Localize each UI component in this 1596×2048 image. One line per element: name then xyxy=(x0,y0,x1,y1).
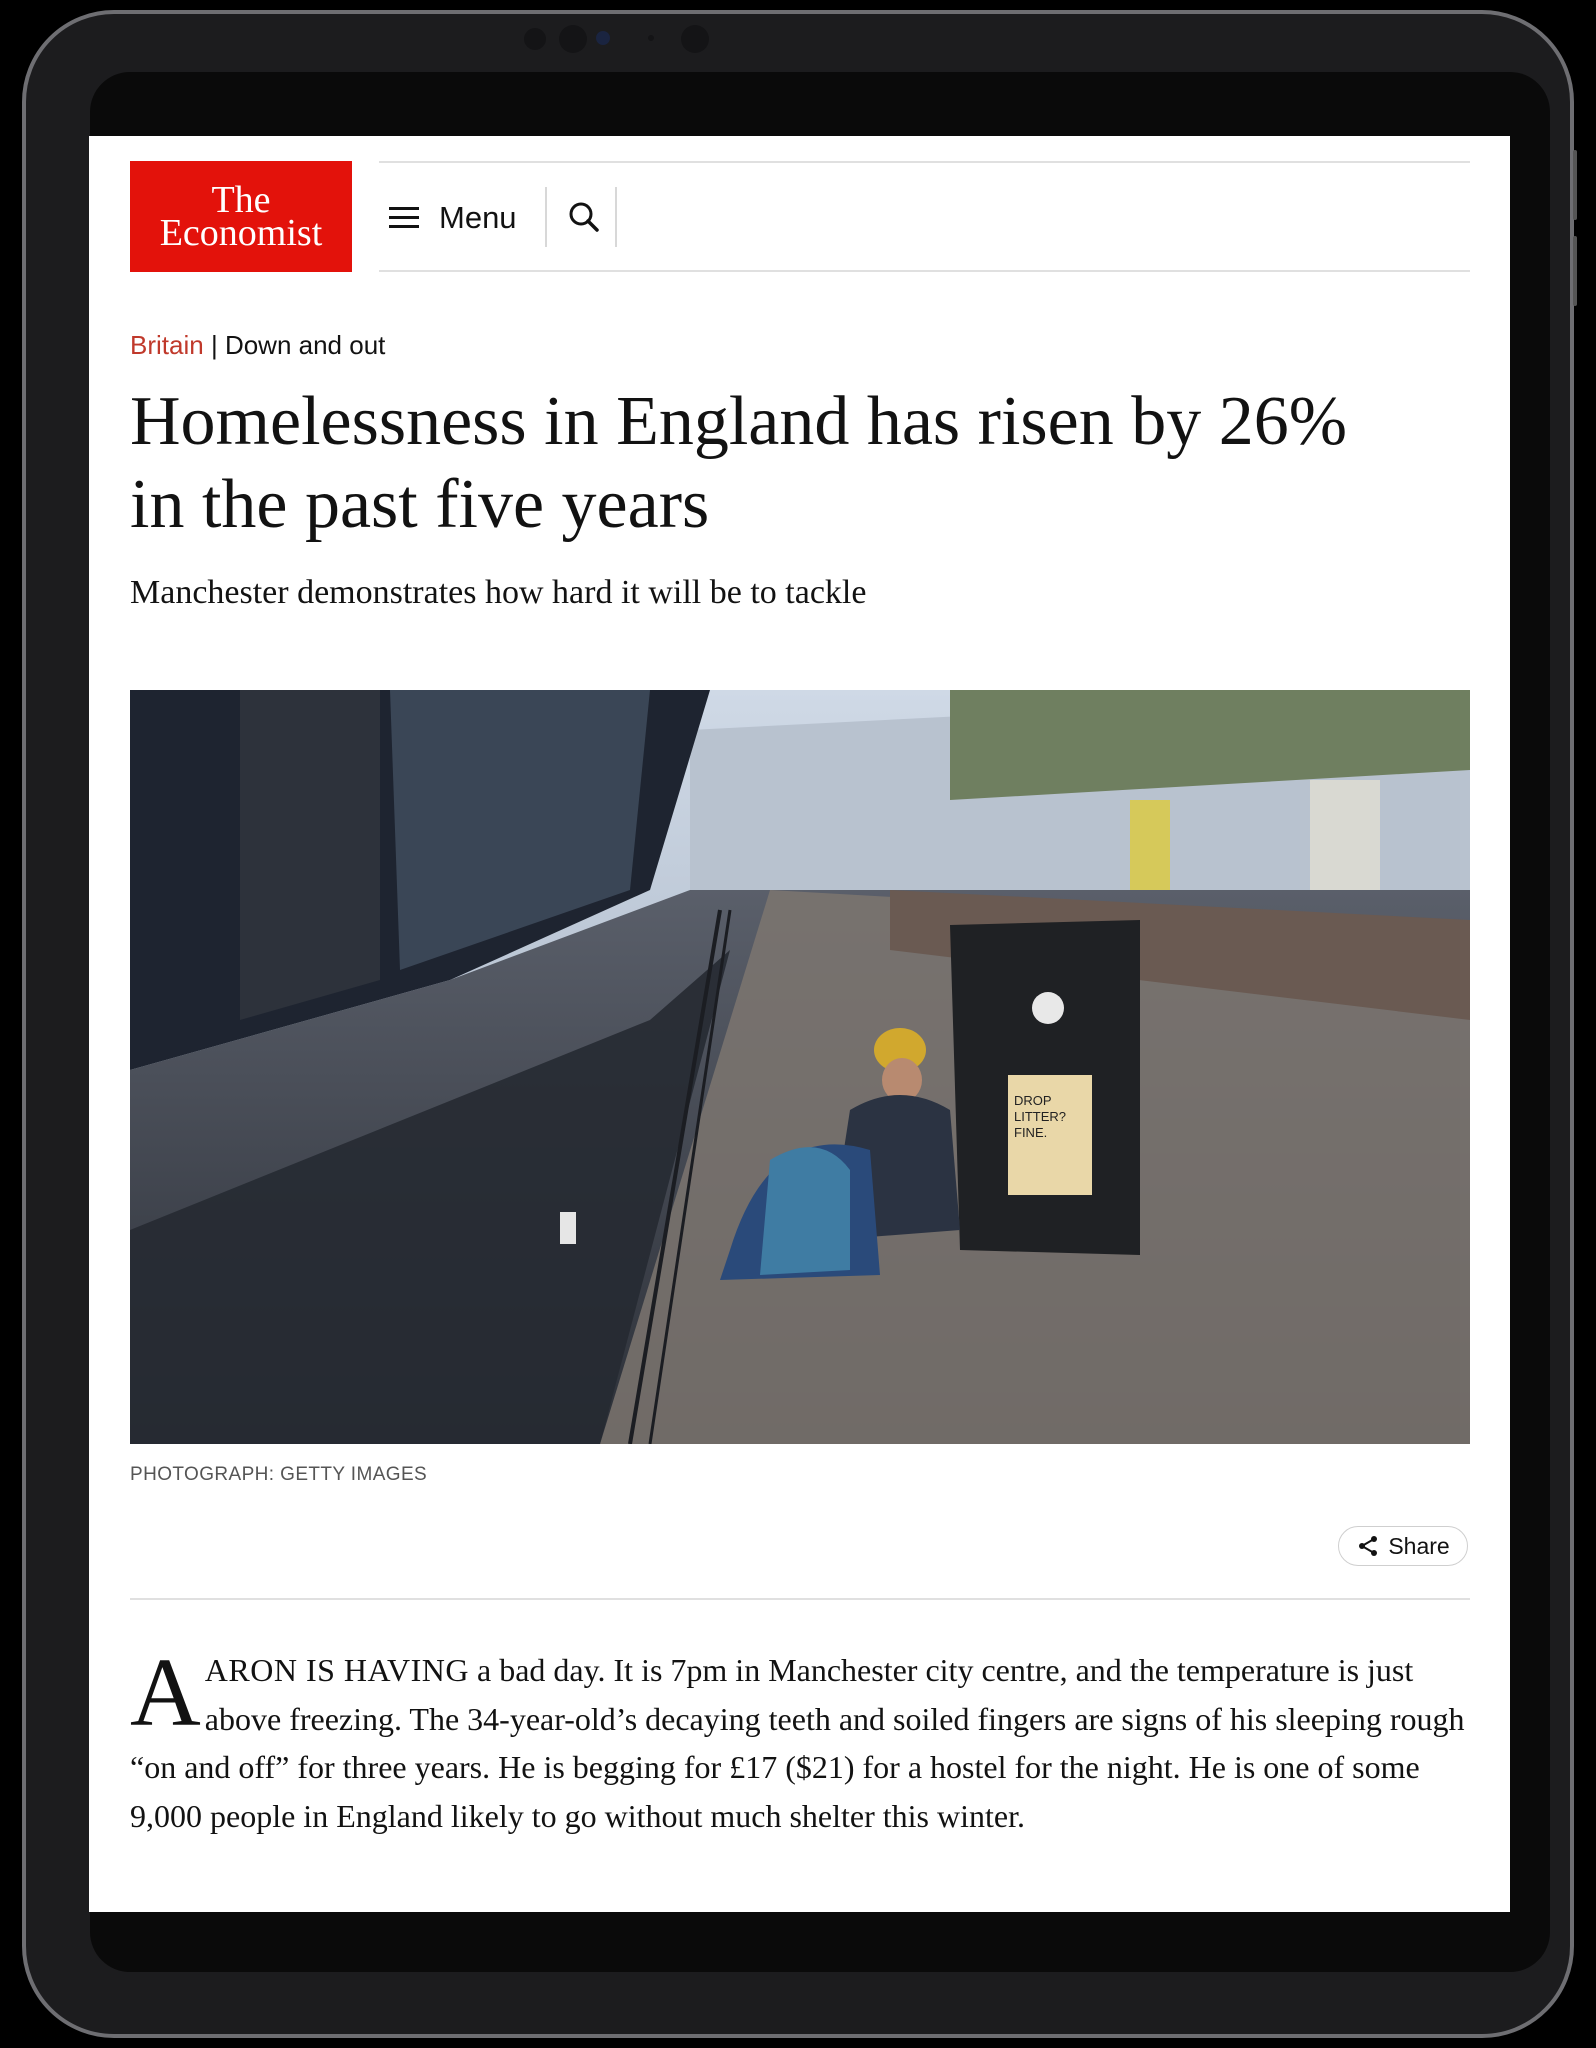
browser-screen xyxy=(89,136,1510,1912)
rubric-separator: | xyxy=(210,330,218,360)
economist-logo[interactable] xyxy=(130,161,352,272)
divider xyxy=(130,1598,1470,1600)
logo-line-2: Economist xyxy=(159,211,323,254)
volume-button xyxy=(1573,150,1577,220)
search-button[interactable] xyxy=(561,194,609,242)
search-icon xyxy=(561,194,609,242)
share-icon xyxy=(1356,1534,1380,1558)
logo-line-1: The xyxy=(211,178,271,221)
photo-sign-line: DROP xyxy=(1014,1093,1052,1108)
share-button[interactable] xyxy=(1338,1526,1468,1566)
headline-line-1: Homelessness in England has risen by 26% xyxy=(130,383,1348,460)
camera-lens xyxy=(559,25,587,53)
headline-line-2: in the past five years xyxy=(130,466,710,543)
camera-sensor xyxy=(648,35,654,41)
camera-lens xyxy=(524,28,546,50)
article-photo xyxy=(130,690,1470,1444)
volume-button xyxy=(1573,236,1577,306)
body-paragraph: a bad day. It is 7pm in Manchester city centre, and the temperature is just above freezing. The 34-year-old’s decaying teeth and soiled fingers are signs of his sleeping rough “on and off” for three years. He is begging for £17 ($21) for a hostel for the night. He is one of some 9,000 people in England likely to go without much shelter this winter. xyxy=(130,1652,1465,1834)
fly-title: Down and out xyxy=(224,330,386,360)
camera-lens xyxy=(681,25,709,53)
nav-divider xyxy=(545,187,547,247)
menu-label: Menu xyxy=(439,200,517,235)
photo-sign-line: LITTER? xyxy=(1014,1109,1067,1124)
street-scene-image xyxy=(130,690,1470,1444)
lead-in: ARON IS HAVING xyxy=(204,1652,469,1688)
menu-button[interactable] xyxy=(389,193,517,243)
photo-credit: PHOTOGRAPH: GETTY IMAGES xyxy=(130,1464,428,1485)
nav-divider xyxy=(615,187,617,247)
nav-bar xyxy=(379,161,1470,272)
camera-sensor xyxy=(596,31,610,45)
section-link[interactable]: Britain xyxy=(130,330,204,360)
menu-icon xyxy=(389,207,419,229)
standfirst: Manchester demonstrates how hard it will be to tackle xyxy=(130,574,867,611)
drop-cap: A xyxy=(130,1639,201,1747)
article-body xyxy=(130,1639,1475,1840)
share-label: Share xyxy=(1388,1532,1450,1559)
article-rubric xyxy=(130,330,385,361)
headline xyxy=(130,380,1490,546)
site-header xyxy=(130,161,1470,273)
photo-sign-line: FINE. xyxy=(1014,1125,1048,1140)
